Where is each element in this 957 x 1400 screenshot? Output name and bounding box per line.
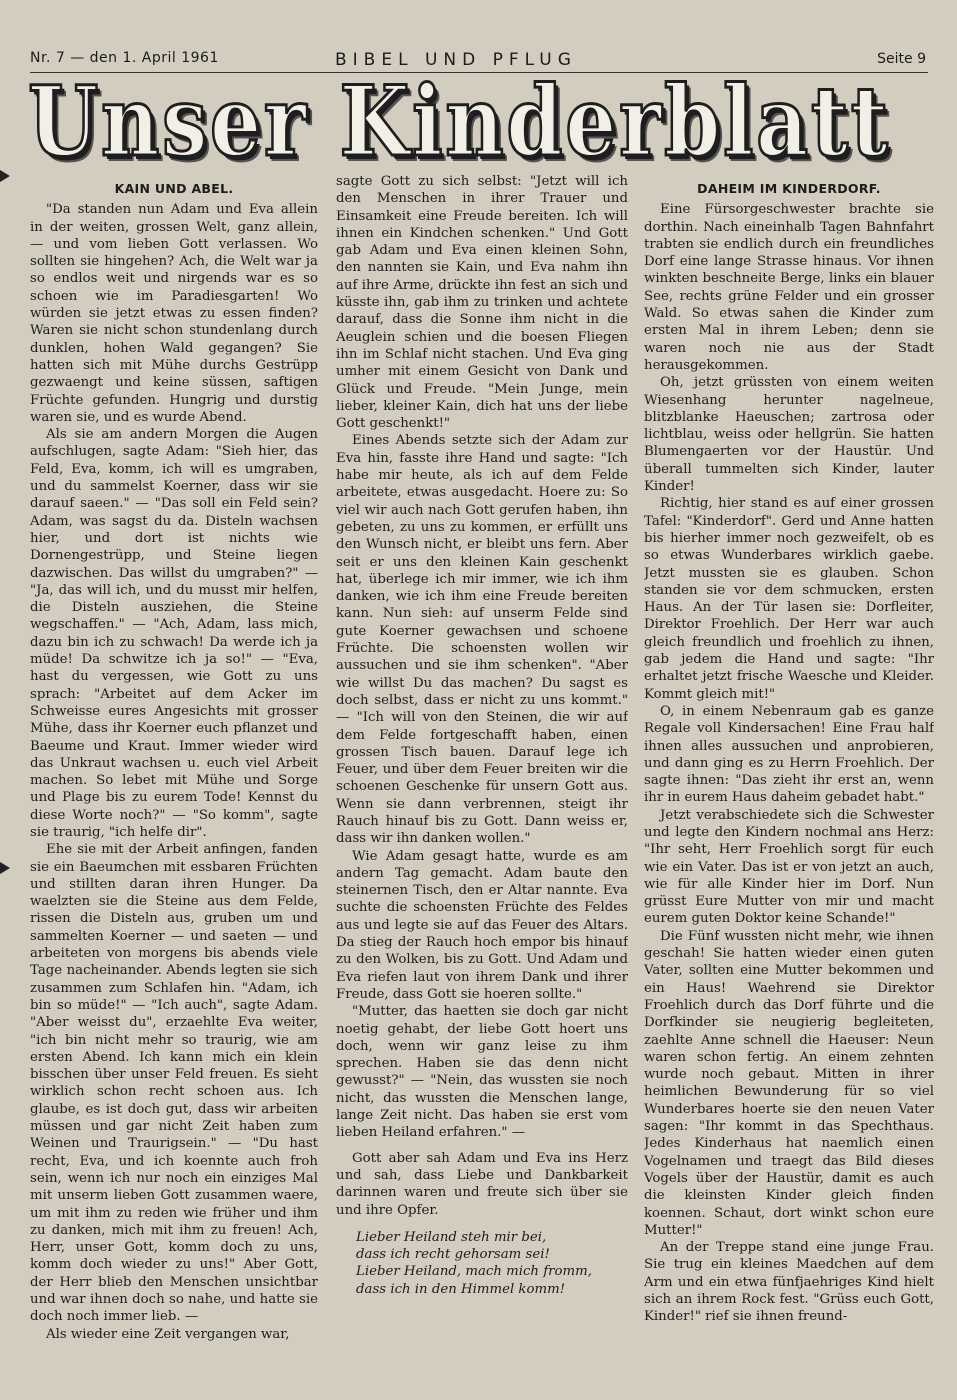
paragraph: sagte Gott zu sich selbst: "Jetzt will ich den Menschen in ihrer Trauer und Einsamkeit eine Freude bereiten. Ich will ihnen ein Kindchen schenken." Und Gott gab Adam und Eva einen kleinen Sohn, den nannten sie Kain, und Eva nahm ihn auf ihre Arme, drückte ihn fest an sich und küsste ihn, gab ihm zu trinken und achtete darauf, dass die Sonne ihm nicht in die Aeuglein schien und die boesen Fliegen ihn im Schlaf nicht stachen. Und Eva ging umher mit einem Gesicht von Dank und Glück und Freude. "Mein Junge, mein lieber, kleiner Kain, dich hat uns der liebe Gott geschenkt!": [336, 174, 628, 432]
paragraph: Gott aber sah Adam und Eva ins Herz und sah, dass Liebe und Dankbarkeit darinnen waren und freute sich über sie und ihre Opfer.: [336, 1150, 628, 1218]
binding-hole-mark: [0, 862, 10, 874]
paragraph: Jetzt verabschiedete sich die Schwester und legte den Kindern nochmal ans Herz: "Ihr seht, Herr Froehlich sorgt für euch wie ein Vater. Das ist er von jetzt an auch, wie für alle Kinder hier im Dorf. Nun grüsst Eure Mutter von mir und macht eurem guten Doktor keine Schande!": [644, 807, 934, 927]
paragraph: Richtig, hier stand es auf einer grossen Tafel: "Kinderdorf". Gerd und Anne hatten bis hierher immer noch gezweifelt, ob es so etwas Wunderbares wirklich gaebe. Jetzt mussten sie es glauben. Schon standen sie vor dem schmucken, ersten Haus. An der Tür lasen sie: Dorfleiter, Direktor Froehlich. Der Herr war auch gleich freundlich und froehlich zu ihnen, gab jedem die Hand und sagte: "Ihr erhaltet jetzt frische Waesche und Kleider. Kommt gleich mit!": [644, 496, 934, 702]
paragraph: "Mutter, das haetten sie doch gar nicht noetig gehabt, der liebe Gott hoert uns doch, wenn wir ganz leise zu ihm sprechen. Haben sie das denn nicht gewusst?" — "Nein, das wussten sie noch nicht, das wussten die Menschen lange, lange Zeit nicht. Das haben sie erst vom lieben Heiland erfahren." —: [336, 1004, 628, 1141]
paragraph: Die Fünf wussten nicht mehr, wie ihnen geschah! Sie hatten wieder einen guten Vater, sollten eine Mutter bekommen und ein Haus! Waehrend sie Direktor Froehlich durch das Dorf führte und die Dorfkinder sie neugierig begleiteten, zaehlte Anne schnell die Haeuser: Neun waren schon fertig. An einem zehnten wurde noch gebaut. Mitten in ihrer heimlichen Bewunderung für so viel Wunderbares hoerte sie den neuen Vater sagen: "Ihr kommt in das Spechthaus. Jedes Kinderhaus hat naemlich einen Vogelnamen und traegt das Bild dieses Vogels über der Haustür, damit es auch die kleinsten Kinder gleich finden koennen. Schaut, dort winkt schon eure Mutter!": [644, 928, 934, 1238]
poem-line: Lieber Heiland steh mir bei,: [356, 1229, 547, 1245]
issue-date: Nr. 7 — den 1. April 1961: [30, 50, 219, 66]
masthead-title: Unser Kinderblatt: [28, 65, 891, 178]
paragraph: Als sie am andern Morgen die Augen aufschlugen, sagte Adam: "Sieh hier, das Feld, Eva, komm, ich will es umgraben, und du sammelst Koerner, dass wir sie darauf saeen." — "Das soll ein Feld sein? Adam, was sagst du da. Disteln wachsen hier, und dort ist nichts wie Dornengestrüpp, und Steine liegen dazwischen. Das willst du umgraben?" — "Ja, das will ich, und du musst mir helfen, die Disteln ausziehen, die Steine wegschaffen." — "Ach, Adam, lass mich, dazu bin ich zu schwach! Da werde ich ja müde! Da schwitze ich ja so!" — "Eva, hast du vergessen, wie Gott zu uns sprach: "Arbeitet auf dem Acker im Schweisse eures Angesichts mit grosser Mühe, dass ihr Koerner euch pflanzet und Baeume und Kraut. Immer wieder wird das Unkraut wachsen u. euch viel Arbeit machen. So lebet mit Mühe und Sorge und Plage bis zu eurem Tode! Kennst du diese Worte noch?" — "So komm", sagte sie traurig, "ich helfe dir".: [30, 427, 318, 840]
paragraph: "Da standen nun Adam und Eva allein in der weiten, grossen Welt, ganz allein, — und vom lieben Gott verlassen. Wo sollten sie hingehen? Ach, die Welt war ja so endlos weit und nirgends war es so schoen wie im Paradiesgarten! Wo würden sie jetzt etwas zu essen finden? Waren sie nicht schon stundenlang durch dunklen, hohen Wald gegangen? Sie hatten sich mit Mühe durchs Gestrüpp gezwaengt und keine süssen, saftigen Früchte gefunden. Hungrig und durstig waren sie, und es wurde Abend.: [30, 202, 318, 425]
article-title: DAHEIM IM KINDERDORF.: [697, 181, 881, 196]
paragraph: Eines Abends setzte sich der Adam zur Eva hin, fasste ihre Hand und sagte: "Ich habe mir heute, als ich auf dem Felde arbeitete, etwas ausgedacht. Hoere zu: So viel wir auch nach Gott gerufen haben, ihn gebeten, zu uns zu kommen, er erfüllt uns den Wunsch nicht, er bleibt uns fern. Aber seit er uns den kleinen Kain geschenkt hat, überlege ich mir immer, wie ich ihm danken, wie ich ihm eine Freude bereiten kann. Nun sieh: auf unserm Felde sind gute Koerner gewachsen und schoene Früchte. Die schoensten wollen wir aussuchen und sie ihm schenken". "Aber wie willst Du das machen? Du sagst es doch selbst, dass er nicht zu uns kommt." — "Ich will von den Steinen, die wir auf dem Felde fortgeschafft haben, einen grossen Tisch bauen. Darauf lege ich Feuer, und über dem Feuer breiten wir die schoenen Geschenke für unsern Gott aus. Wenn sie dann verbrennen, steigt ihr Rauch hinauf bis zu Gott. Dann weiss er, dass wir ihn danken wollen.": [336, 433, 628, 847]
paragraph: Eine Fürsorgeschwester brachte sie dorthin. Nach eineinhalb Tagen Bahnfahrt trabten sie endlich durch ein freundliches Dorf eine lange Strasse hinaus. Vor ihnen winkten beschneite Berge, links ein blauer See, rechts grüne Felder und ein grosser Wald. So etwas sahen die Kinder zum ersten Mal in ihrem Leben; denn sie waren noch nie aus der Stadt herausgekommen.: [644, 202, 934, 373]
prayer-poem: [336, 1229, 628, 1298]
paragraph: Oh, jetzt grüssten von einem weiten Wiesenhang herunter nagelneue, blitzblanke Haeuschen; zartrosa oder lichtblau, weiss oder hellgrün. Sie hatten Blumengaerten vor der Haustür. Und überall tummelten sich Kinder, lauter Kinder!: [644, 375, 934, 495]
article-title: KAIN UND ABEL.: [114, 181, 234, 196]
paragraph: An der Treppe stand eine junge Frau. Sie trug ein kleines Maedchen auf dem Arm und ein etwa fünfjaehriges Kind hielt sich an ihrem Rock fest. "Grüss euch Gott, Kinder!" rief sie ihnen freund-: [644, 1240, 934, 1325]
binding-hole-mark: [0, 170, 10, 182]
poem-line: dass ich in den Himmel komm!: [356, 1281, 566, 1297]
page-number: Seite 9: [877, 51, 926, 67]
paragraph: Als wieder eine Zeit vergangen war,: [46, 1326, 290, 1342]
poem-line: Lieber Heiland, mach mich fromm,: [356, 1264, 592, 1280]
publication-name: BIBEL UND PFLUG: [335, 50, 577, 70]
paragraph: Wie Adam gesagt hatte, wurde es am andern Tag gemacht. Adam baute den steinernen Tisch, den er Altar nannte. Eva suchte die schoensten Früchte des Feldes aus und legte sie auf das Feuer des Altars. Da stieg der Rauch hoch empor bis hinauf zu den Wolken, bis zu Gott. Und Adam und Eva riefen laut von ihrem Dank und ihrer Freude, dass Gott sie hoeren sollte.": [336, 848, 628, 1002]
paragraph: O, in einem Nebenraum gab es ganze Regale voll Kindersachen! Eine Frau half ihnen alles aussuchen und anprobieren, und dann ging es zu Herrn Froehlich. Der sagte ihnen: "Das zieht ihr erst an, wenn ihr in eurem Haus daheim gebadet habt.": [644, 703, 934, 806]
column-kain-und-abel-continued: [336, 173, 628, 1383]
column-kain-und-abel: [30, 180, 318, 1390]
paragraph: Ehe sie mit der Arbeit anfingen, fanden sie ein Baeumchen mit essbaren Früchten und stillten daran ihren Hunger. Da waelzten sie die Steine aus dem Felde, rissen die Disteln aus, gruben um und sammelten Koerner — und saeten — und arbeiteten von morgens bis abends viele Tage nacheinander. Abends legten sie sich zusammen zum Schlafen hin. "Adam, ich bin so müde!" — "Ich auch", sagte Adam. "Aber weisst du", erzaehlte Eva weiter, "ich bin nicht mehr so traurig, wie am ersten Abend. Ich kann mich ein klein bisschen über unser Feld freuen. Es sieht wirklich schon recht schoen aus. Ich glaube, es ist doch gut, dass wir arbeiten müssen und gar nicht Zeit haben zum Weinen und Traurigsein." — "Du hast recht, Eva, und ich koennte auch froh sein, wenn ich nur noch ein einziges Mal mit unserm lieben Gott zusammen waere, um mit ihm zu reden wie früher und ihm zu danken, mich mit ihm zu freuen! Ach, Herr, unser Gott, komm doch zu uns, komm doch wieder zu uns!" Aber Gott, der Herr blieb den Menschen unsichtbar und war ihnen doch so nahe, und hatte sie doch noch immer lieb. —: [30, 842, 318, 1325]
column-daheim-im-kinderdorf: [644, 180, 934, 1390]
poem-line: dass ich recht gehorsam sei!: [356, 1247, 550, 1263]
